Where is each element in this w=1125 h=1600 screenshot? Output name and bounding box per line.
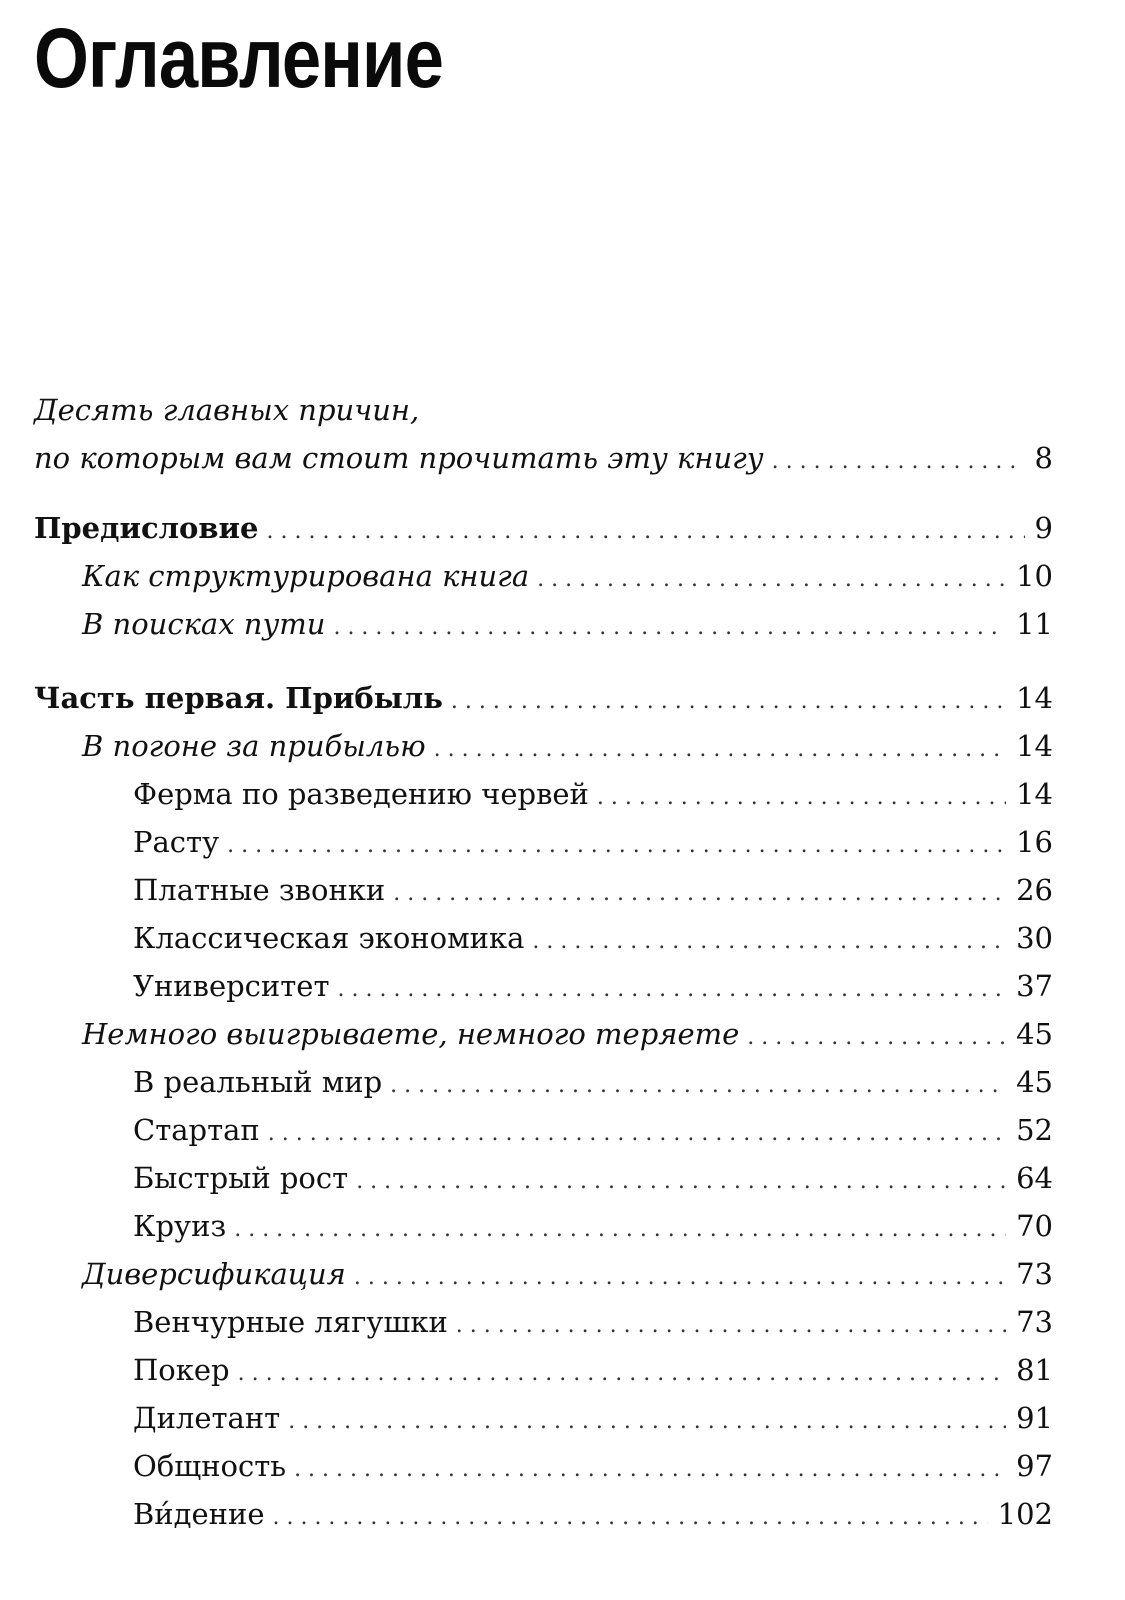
toc-entry[interactable] — [133, 822, 1053, 866]
toc-entry-label: Классическая экономика — [133, 921, 525, 955]
dot-leader — [597, 778, 1006, 818]
toc-entry-label: Немного выигрываете, немного теряете — [82, 1017, 740, 1051]
dot-leader — [772, 442, 1025, 482]
toc-entry-label: В поисках пути — [82, 607, 326, 641]
toc-entry-label: Платные звонки — [133, 873, 386, 907]
dot-leader — [393, 874, 1006, 914]
toc-page-number: 97 — [1016, 1449, 1053, 1483]
dot-leader — [268, 1114, 1006, 1154]
toc-entry[interactable] — [133, 1302, 1053, 1346]
toc-entry-label: Быстрый рост — [133, 1161, 349, 1195]
toc-entry-label: Университет — [133, 969, 330, 1003]
toc-page-number: 9 — [1034, 511, 1053, 545]
toc-entry[interactable] — [133, 774, 1053, 818]
toc-entry-label: Покер — [133, 1353, 230, 1387]
toc-entry-label: В реальный мир — [133, 1065, 383, 1099]
toc-entry[interactable] — [133, 966, 1053, 1010]
toc-entry[interactable] — [133, 918, 1053, 962]
toc-entry-label: Диверсификация — [82, 1257, 346, 1291]
toc-entry-intro[interactable] — [34, 438, 1053, 482]
toc-entry[interactable] — [82, 556, 1053, 600]
toc-page-number: 37 — [1016, 969, 1053, 1003]
dot-leader — [451, 682, 1006, 722]
dot-leader — [267, 512, 1025, 552]
toc-entry[interactable] — [133, 1206, 1053, 1250]
toc-page-number: 10 — [1016, 559, 1053, 593]
dot-leader — [532, 922, 1006, 962]
toc-page-number: 14 — [1016, 681, 1053, 715]
toc-page-number: 70 — [1016, 1209, 1053, 1243]
dot-leader — [747, 1018, 1006, 1058]
dot-leader — [238, 1354, 1006, 1394]
toc-entry-intro-line1: Десять главных причин, — [34, 393, 420, 427]
page-title: Оглавление — [34, 11, 444, 105]
dot-leader — [456, 1306, 1006, 1346]
dot-leader — [288, 1402, 1006, 1442]
dot-leader — [227, 826, 1006, 866]
toc-entry[interactable] — [133, 1062, 1053, 1106]
toc-entry-label: Стартап — [133, 1113, 260, 1147]
toc-page-number: 64 — [1016, 1161, 1053, 1195]
dot-leader — [537, 560, 1006, 600]
toc-entry-preface[interactable] — [34, 508, 1053, 552]
dot-leader — [272, 1498, 987, 1538]
toc-entry[interactable] — [82, 726, 1053, 770]
toc-entry[interactable] — [82, 1014, 1053, 1058]
toc-page-number: 102 — [997, 1497, 1053, 1531]
toc-entry-label: по которым вам стоит прочитать эту книгу — [34, 441, 764, 475]
dot-leader — [338, 970, 1007, 1010]
toc-entry-label: Предисловие — [34, 511, 259, 545]
dot-leader — [390, 1066, 1006, 1106]
toc-page-number: 73 — [1016, 1257, 1053, 1291]
dot-leader — [294, 1450, 1006, 1490]
dot-leader — [234, 1210, 1006, 1250]
dot-leader — [354, 1258, 1006, 1298]
dot-leader — [434, 730, 1006, 770]
toc-entry[interactable] — [133, 1446, 1053, 1490]
toc-entry-label: Ви́дение — [133, 1497, 265, 1531]
toc-entry-label: Как структурирована книга — [82, 559, 530, 593]
toc-entry[interactable] — [133, 870, 1053, 914]
toc-entry-part-one[interactable] — [34, 678, 1053, 722]
toc-page-number: 52 — [1016, 1113, 1053, 1147]
toc-entry[interactable] — [82, 1254, 1053, 1298]
toc-entry-label: Расту — [133, 825, 220, 859]
toc-entry[interactable] — [82, 604, 1053, 648]
toc-entry-label: Дилетант — [133, 1401, 281, 1435]
dot-leader — [356, 1162, 1006, 1202]
toc-entry[interactable] — [133, 1158, 1053, 1202]
toc-page-number: 26 — [1016, 873, 1053, 907]
toc-page-number: 8 — [1034, 441, 1053, 475]
toc-page-number: 45 — [1016, 1017, 1053, 1051]
toc-entry-label: Часть первая. Прибыль — [34, 681, 443, 715]
toc-entry-label: Общность — [133, 1449, 287, 1483]
toc-page-number: 30 — [1016, 921, 1053, 955]
toc-page-number: 45 — [1016, 1065, 1053, 1099]
toc-page-number: 91 — [1016, 1401, 1053, 1435]
toc-page-number: 14 — [1016, 729, 1053, 763]
toc-entry[interactable] — [133, 1110, 1053, 1154]
toc-entry-label: Ферма по разведению червей — [133, 777, 589, 811]
toc-entry[interactable] — [133, 1398, 1053, 1442]
toc-entry-label: Круиз — [133, 1209, 227, 1243]
toc-page-number: 73 — [1016, 1305, 1053, 1339]
toc-page-number: 16 — [1016, 825, 1053, 859]
toc-entry[interactable] — [133, 1494, 1053, 1538]
dot-leader — [333, 608, 1006, 648]
toc-page-number: 14 — [1016, 777, 1053, 811]
toc-page-number: 11 — [1016, 607, 1053, 641]
toc-entry-label: Венчурные лягушки — [133, 1305, 448, 1339]
toc-entry[interactable] — [133, 1350, 1053, 1394]
toc-page-number: 81 — [1016, 1353, 1053, 1387]
toc-entry-label: В погоне за прибылью — [82, 729, 426, 763]
